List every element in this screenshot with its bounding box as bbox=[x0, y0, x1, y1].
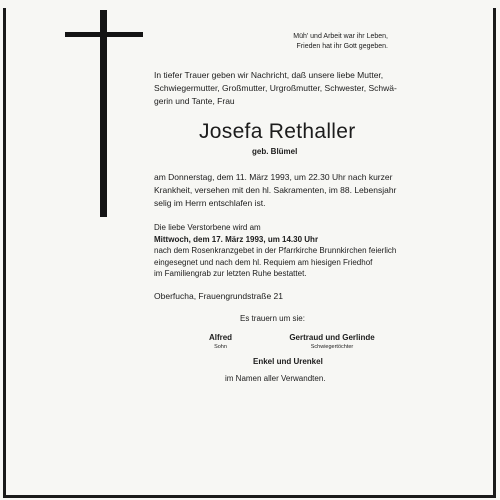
funeral-line-5: im Familiengrab zur letzten Ruhe bestattet. bbox=[154, 269, 307, 278]
funeral-line-3: nach dem Rosenkranzgebet in der Pfarrkirche Brunnkirchen feierlich bbox=[154, 246, 397, 255]
deceased-name: Josefa Rethaller bbox=[199, 120, 356, 143]
survivor-relation: Schwiegertöchter bbox=[310, 344, 354, 350]
birth-name: geb. Blümel bbox=[252, 147, 298, 156]
black-border-right bbox=[493, 8, 496, 498]
black-border-bottom bbox=[3, 495, 496, 498]
funeral-line-1: Die liebe Verstorbene wird am bbox=[154, 223, 261, 232]
cross-horizontal-beam bbox=[65, 32, 143, 37]
black-border-left bbox=[3, 8, 6, 498]
motto bbox=[293, 32, 388, 52]
address: Oberfucha, Frauengrundstraße 21 bbox=[154, 291, 283, 301]
survivor-daughters-in-law bbox=[282, 333, 382, 350]
cross-vertical-beam bbox=[100, 10, 107, 217]
survivor-son bbox=[198, 333, 243, 350]
death-line-3: selig im Herrn entschlafen ist. bbox=[154, 198, 266, 208]
death-paragraph bbox=[154, 171, 454, 210]
survivor-name: Alfred bbox=[208, 333, 233, 342]
funeral-line-4: eingesegnet und nach dem hl. Requiem am hiesigen Friedhof bbox=[154, 257, 373, 267]
intro-line-1: In tiefer Trauer geben wir Nachricht, daß unsere liebe Mutter, bbox=[154, 70, 384, 80]
survivor-name: Gertraud und Gerlinde bbox=[289, 333, 375, 342]
motto-line-1: Müh' und Arbeit war ihr Leben, bbox=[293, 33, 388, 40]
family-signature: im Namen aller Verwandten. bbox=[225, 374, 326, 383]
intro-paragraph bbox=[154, 69, 444, 108]
death-line-1: am Donnerstag, dem 11. März 1993, um 22.30 Uhr nach kurzer bbox=[154, 172, 393, 182]
funeral-date: Mittwoch, dem 17. März 1993, um 14.30 Uhr bbox=[154, 234, 319, 244]
death-line-2: Krankheit, versehen mit den hl. Sakramenten, im 88. Lebensjahr bbox=[154, 185, 397, 195]
mourners-intro: Es trauern um sie: bbox=[240, 314, 305, 323]
motto-line-2: Frieden hat ihr Gott gegeben. bbox=[296, 43, 388, 50]
grandchildren: Enkel und Urenkel bbox=[253, 357, 323, 366]
intro-line-3: gerin und Tante, Frau bbox=[154, 96, 235, 106]
funeral-paragraph bbox=[154, 222, 454, 280]
intro-line-2: Schwiegermutter, Großmutter, Urgroßmutter, Schwester, Schwä- bbox=[154, 83, 397, 93]
survivor-relation: Sohn bbox=[214, 344, 227, 350]
